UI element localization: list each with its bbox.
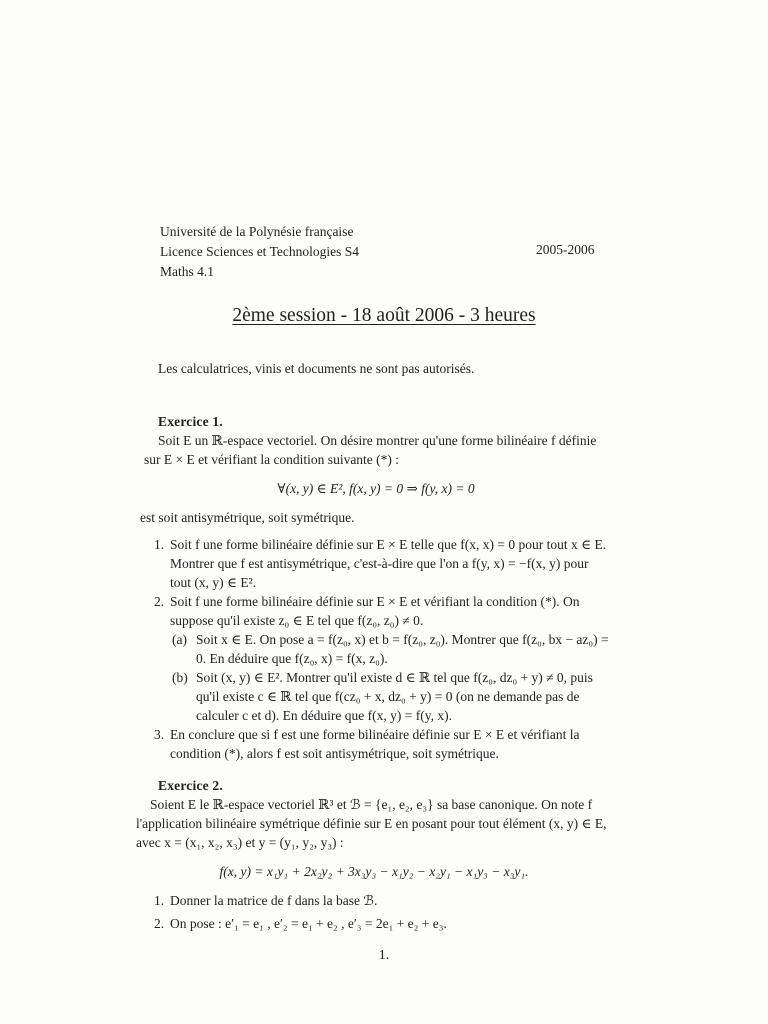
question-number: 1. bbox=[154, 537, 165, 552]
subquestion-b bbox=[172, 668, 612, 725]
exercise-2-intro: Soient E le ℝ-espace vectoriel ℝ³ et ℬ = {e₁, e₂, e₃} sa base canonique. On note f l'application bilinéaire symétrique définie sur E en posant pour tout élément (x, y) ∈ E, avec x = (x₁, x₂, x₃) et y = (y₁, y₂, y₃) : bbox=[136, 797, 607, 850]
subquestion-text: Soit x ∈ E. On pose a = f(z₀, x) et b = f(z₀, z₀). Montrer que f(z₀, bx − az₀) = 0. En déduire que f(z₀, x) = f(x, z₀). bbox=[196, 632, 609, 666]
question-text: En conclure que si f est une forme bilinéaire définie sur E × E et vérifiant la condition (*), alors f est soit antisymétrique, soit symétrique. bbox=[170, 727, 580, 761]
exercise-1 bbox=[140, 412, 612, 763]
subquestion-label: (a) bbox=[172, 632, 187, 647]
question-number: 3. bbox=[154, 727, 165, 742]
exercise-1-title: Exercice 1. bbox=[158, 414, 223, 429]
exam-note: Les calculatrices, vinis et documents ne sont pas autorisés. bbox=[158, 361, 475, 376]
question-text: On pose : e′₁ = e₁ , e′₂ = e₁ + e₂ , e′₃ = 2e₁ + e₂ + e₃. bbox=[170, 916, 447, 931]
question-item bbox=[154, 914, 612, 933]
exercise-2-questions bbox=[154, 891, 612, 933]
course-name: Maths 4.1 bbox=[160, 264, 214, 279]
question-text: Soit f une forme bilinéaire définie sur E × E et vérifiant la condition (*). On suppose qu'il existe z₀ ∈ E tel que f(z₀, z₀) ≠ 0. bbox=[170, 594, 580, 628]
university-name: Université de la Polynésie française bbox=[160, 224, 354, 239]
exercise-2-title: Exercice 2. bbox=[158, 778, 223, 793]
subquestion-text: Soit (x, y) ∈ E². Montrer qu'il existe d ∈ ℝ tel que f(z₀, dz₀ + y) ≠ 0, puis qu'il existe c ∈ ℝ tel que f(cz₀ + x, dz₀ + y) = 0 (on ne demande pas de calculer c et d). En déduire que f(x, y) = f(y, x). bbox=[196, 670, 593, 723]
exercise-1-intro: Soit E un ℝ-espace vectoriel. On désire montrer qu'une forme bilinéaire f définie sur E × E et vérifiant la condition suivante (*) : bbox=[144, 433, 597, 467]
question-text: Donner la matrice de f dans la base ℬ. bbox=[170, 893, 378, 908]
question-item bbox=[154, 535, 612, 592]
exercise-1-formula: ∀(x, y) ∈ E², f(x, y) = 0 ⇒ f(y, x) = 0 bbox=[277, 481, 475, 496]
question-number: 1. bbox=[154, 893, 165, 908]
subquestion-a bbox=[172, 630, 612, 668]
licence-name: Licence Sciences et Technologies S4 bbox=[160, 244, 359, 259]
question-item bbox=[154, 891, 612, 910]
subquestion-label: (b) bbox=[172, 670, 188, 685]
header-block bbox=[160, 222, 359, 282]
question-text: Soit f une forme bilinéaire définie sur E × E telle que f(x, x) = 0 pour tout x ∈ E. Montrer que f est antisymétrique, c'est-à-dire que l'on a f(y, x) = −f(x, y) pour tout (x, y) ∈ E². bbox=[170, 537, 607, 590]
question-item bbox=[154, 725, 612, 763]
academic-year: 2005-2006 bbox=[536, 242, 595, 257]
exercise-2-formula: f(x, y) = x₁y₁ + 2x₂y₂ + 3x₃y₃ − x₁y₂ − x₂y₁ − x₁y₃ − x₃y₁. bbox=[219, 864, 529, 879]
question-item bbox=[154, 592, 612, 630]
exercise-1-questions bbox=[154, 535, 612, 763]
question-number: 2. bbox=[154, 594, 165, 609]
question-number: 2. bbox=[154, 916, 165, 931]
exercise-2 bbox=[136, 776, 612, 933]
exercise-1-conclusion: est soit antisymétrique, soit symétrique. bbox=[140, 510, 355, 525]
page-number: 1. bbox=[378, 948, 390, 963]
exam-title: 2ème session - 18 août 2006 - 3 heures bbox=[232, 305, 536, 326]
